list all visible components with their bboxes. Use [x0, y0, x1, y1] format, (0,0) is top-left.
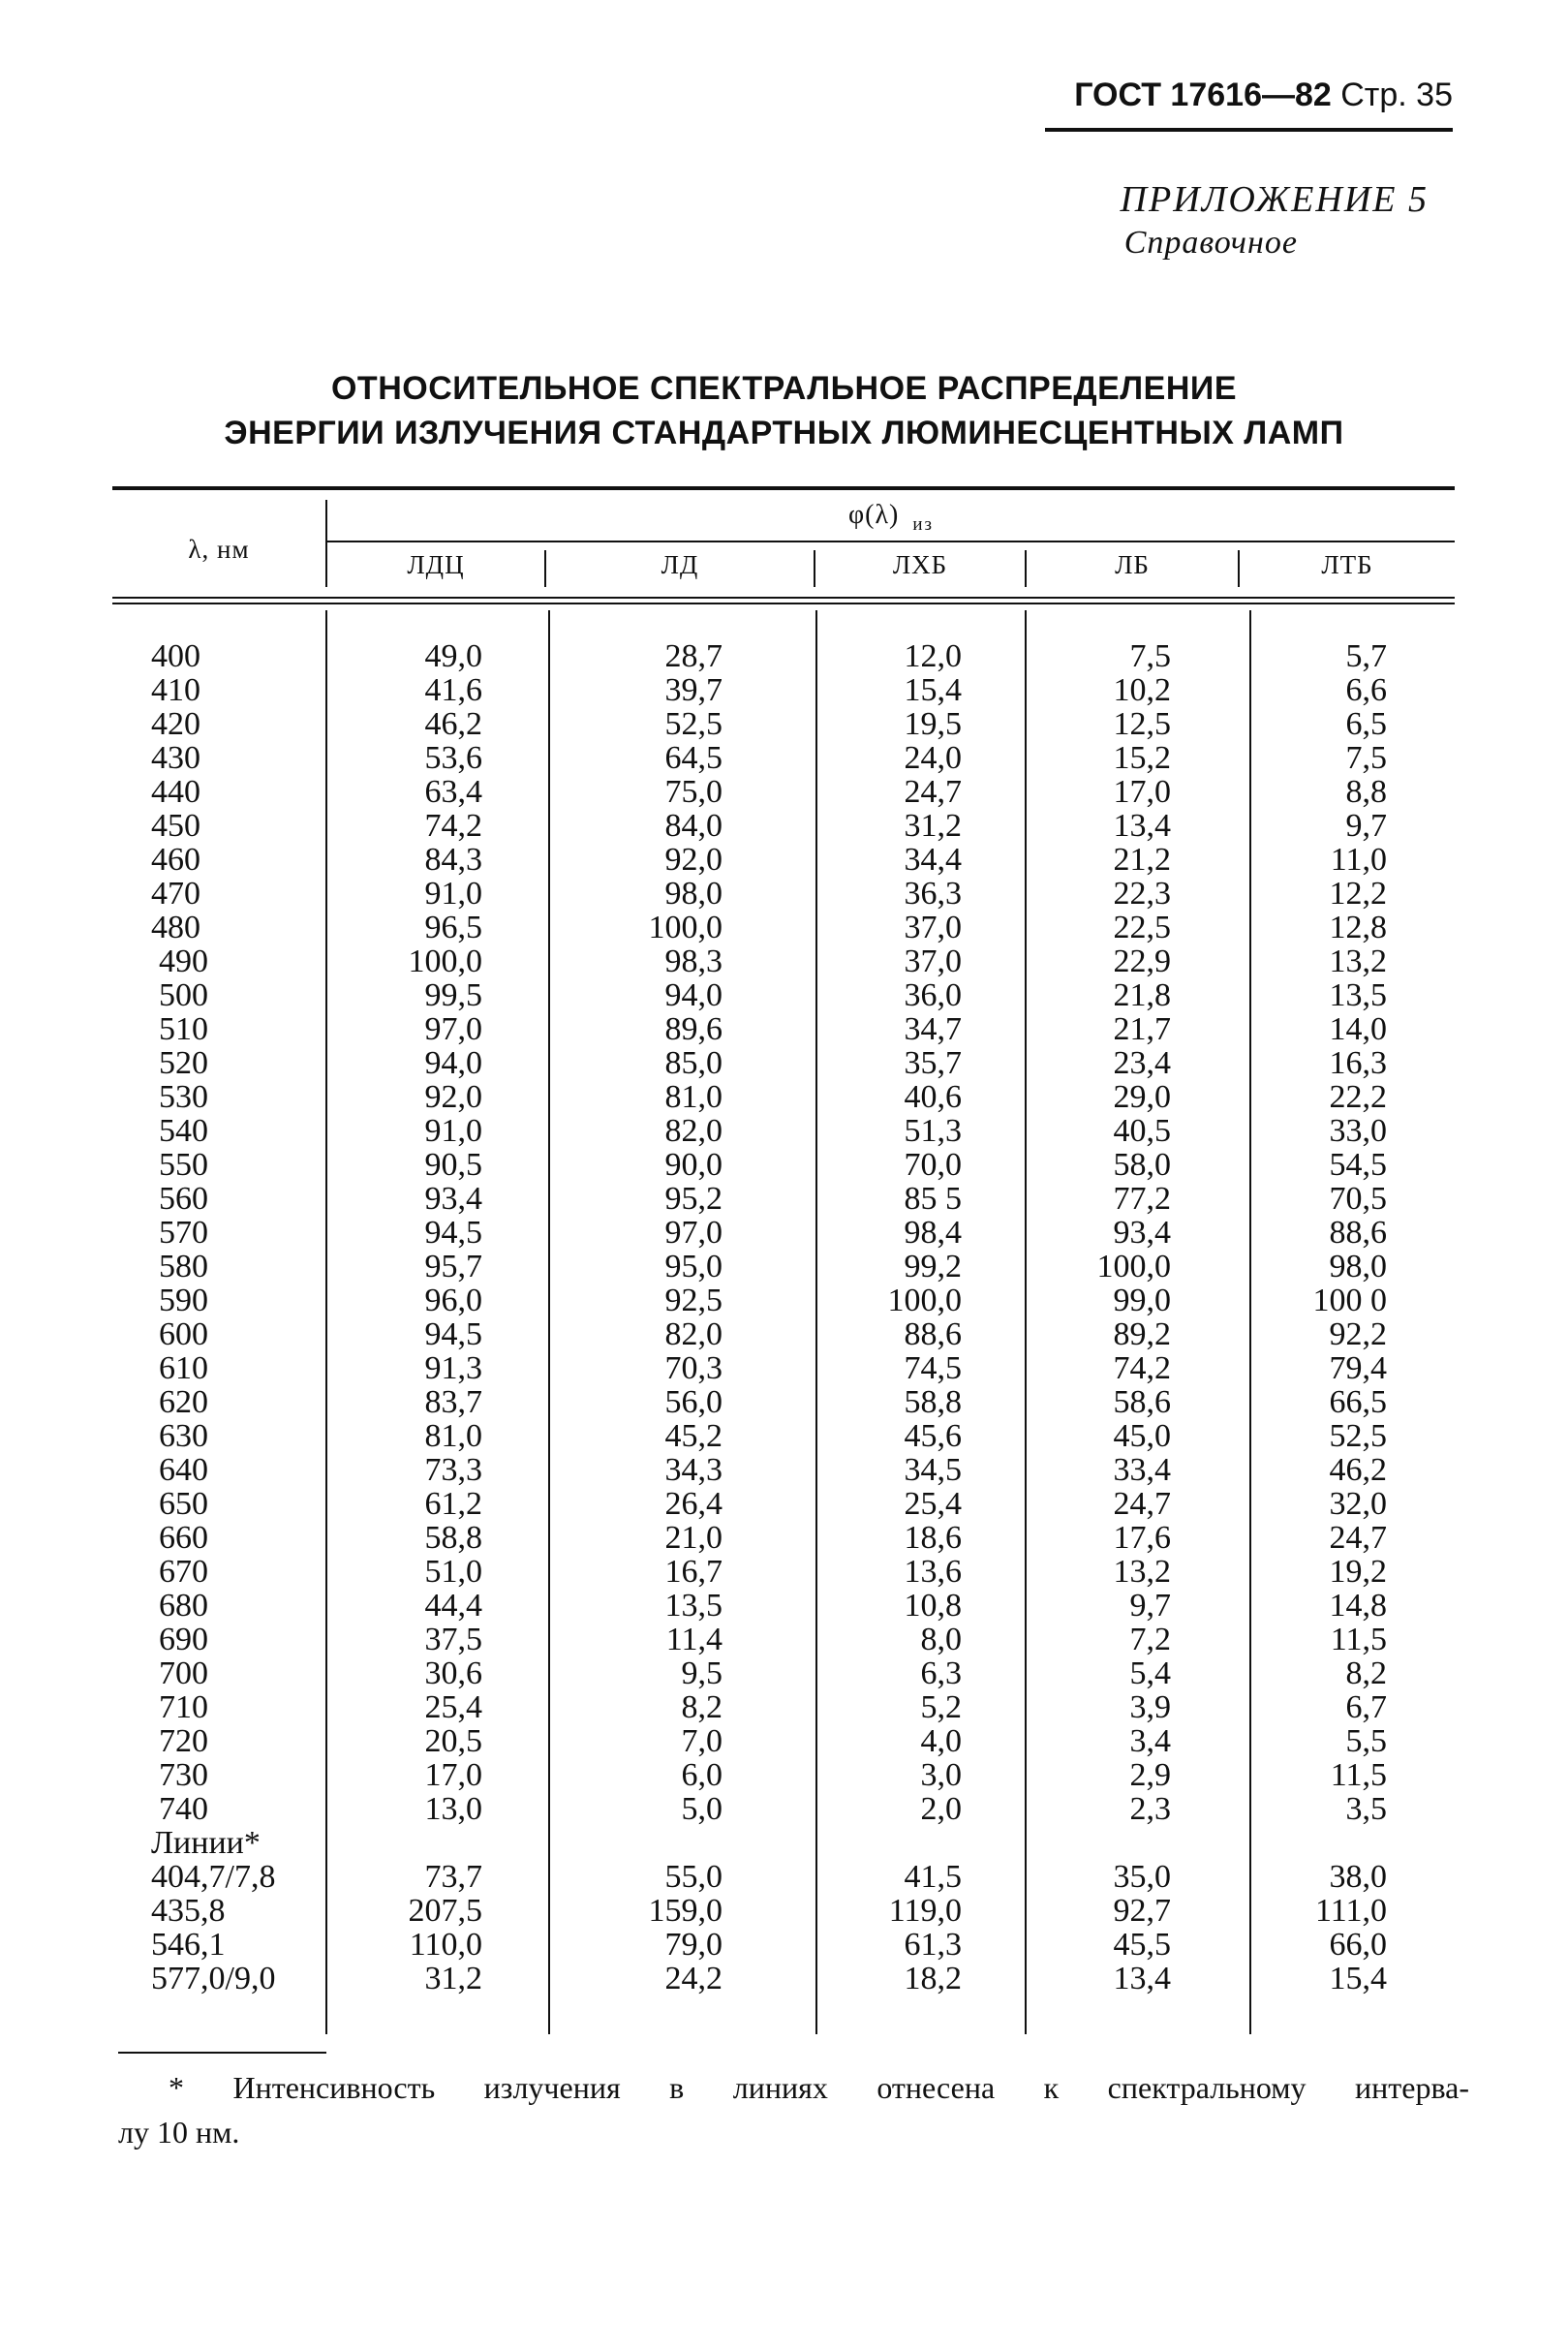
table-cell-lb: 13,2 — [1113, 1554, 1171, 1590]
table-cell-lambda: 680 — [159, 1588, 208, 1624]
table-cell-lb: 100,0 — [1096, 1249, 1171, 1284]
table-cell-ltb: 5,7 — [1345, 638, 1387, 674]
table-cell-lambda: 630 — [159, 1418, 208, 1454]
table-cell-lambda: 520 — [159, 1045, 208, 1081]
table-cell-ldc: 94,5 — [424, 1215, 482, 1251]
page-header — [968, 76, 1453, 114]
table-cell-ltb: 54,5 — [1329, 1147, 1387, 1183]
table-cell-lambda: 740 — [159, 1791, 208, 1827]
table-cell-ldc: 95,7 — [424, 1249, 482, 1284]
table-cell-ldc: 100,0 — [408, 943, 482, 979]
table-cell-ld: 56,0 — [664, 1384, 723, 1420]
table-cell-ltb: 8,2 — [1345, 1655, 1387, 1691]
table-cell-lambda: 550 — [159, 1147, 208, 1183]
table-cell-ltb: 24,7 — [1329, 1520, 1387, 1556]
column-header-ldc: ЛДЦ — [407, 550, 465, 579]
table-cell-ldc: 44,4 — [424, 1588, 482, 1624]
table-cell-ld: 82,0 — [664, 1316, 723, 1352]
table-cell-ld: 95,0 — [664, 1249, 723, 1284]
table-cell-ld: 94,0 — [664, 977, 723, 1013]
table-cell-lb: 40,5 — [1113, 1113, 1171, 1149]
table-cell-ltb: 79,4 — [1329, 1350, 1387, 1386]
table-cell-lambda: 510 — [159, 1011, 208, 1047]
table-cell-ld — [552, 1826, 723, 1860]
table-cell-ldc: 20,5 — [424, 1723, 482, 1759]
table-cell-lambda: 670 — [159, 1554, 208, 1590]
table-cell-lb: 99,0 — [1113, 1283, 1171, 1318]
table-cell-ld: 21,0 — [664, 1520, 723, 1556]
table-cell-lb: 21,8 — [1113, 977, 1171, 1013]
phi-subscript: из — [912, 514, 935, 535]
table-cell-ltb: 6,5 — [1345, 706, 1387, 742]
table-cell-lambda: 610 — [159, 1350, 208, 1386]
table-cell-ld: 39,7 — [664, 672, 723, 708]
table-cell-lambda: 404,7/7,8 — [151, 1859, 276, 1895]
table-cell-lambda: 620 — [159, 1384, 208, 1420]
table-cell-ltb: 7,5 — [1345, 740, 1387, 776]
table-cell-lhb: 61,3 — [904, 1927, 962, 1963]
table-cell-ld: 64,5 — [664, 740, 723, 776]
table-cell-ldc: 13,0 — [424, 1791, 482, 1827]
table-cell-lambda: 577,0/9,0 — [151, 1961, 276, 1996]
table-cell-ldc — [329, 1826, 482, 1860]
table-cell-lhb: 8,0 — [920, 1622, 962, 1657]
table-cell-lhb: 37,0 — [904, 910, 962, 945]
table-cell-lb: 93,4 — [1113, 1215, 1171, 1251]
table-cell-lhb: 5,2 — [920, 1689, 962, 1725]
table-cell-lhb: 10,8 — [904, 1588, 962, 1624]
table-cell-ltb: 38,0 — [1329, 1859, 1387, 1895]
table-cell-ltb: 13,2 — [1329, 943, 1387, 979]
table-cell-ld: 95,2 — [664, 1181, 723, 1217]
table-cell-lb: 35,0 — [1113, 1859, 1171, 1895]
table-cell-lhb: 6,3 — [920, 1655, 962, 1691]
table-cell-lambda: 546,1 — [151, 1927, 226, 1963]
table-cell-lb: 23,4 — [1113, 1045, 1171, 1081]
header-bottom-rule-2 — [112, 603, 1455, 604]
table-cell-ld: 75,0 — [664, 774, 723, 810]
table-cell-ldc: 83,7 — [424, 1384, 482, 1420]
table-cell-ltb: 92,2 — [1329, 1316, 1387, 1352]
table-cell-ltb: 19,2 — [1329, 1554, 1387, 1590]
table-cell-lambda: 430 — [151, 740, 200, 776]
table-cell-lhb: 35,7 — [904, 1045, 962, 1081]
table-cell-lhb: 4,0 — [920, 1723, 962, 1759]
table-cell-lhb: 58,8 — [904, 1384, 962, 1420]
table-cell-lb: 15,2 — [1113, 740, 1171, 776]
table-cell-ldc: 17,0 — [424, 1757, 482, 1793]
table-cell-ld: 97,0 — [664, 1215, 723, 1251]
table-cell-ldc: 46,2 — [424, 706, 482, 742]
table-cell-ldc: 58,8 — [424, 1520, 482, 1556]
table-cell-lhb: 74,5 — [904, 1350, 962, 1386]
table-cell-ldc: 94,5 — [424, 1316, 482, 1352]
table-cell-ltb: 46,2 — [1329, 1452, 1387, 1488]
table-cell-lhb: 31,2 — [904, 808, 962, 844]
table-cell-ltb: 11,0 — [1330, 842, 1387, 878]
table-cell-lb: 13,4 — [1113, 808, 1171, 844]
table-cell-lambda: 600 — [159, 1316, 208, 1352]
table-cell-lhb: 34,7 — [904, 1011, 962, 1047]
table-cell-lb: 3,9 — [1129, 1689, 1171, 1725]
standard-number: ГОСТ 17616—82 — [1074, 77, 1332, 113]
table-cell-ldc: 73,3 — [424, 1452, 482, 1488]
table-cell-lambda: 410 — [151, 672, 200, 708]
table-cell-ld: 92,5 — [664, 1283, 723, 1318]
table-cell-lambda: 640 — [159, 1452, 208, 1488]
table-cell-lambda: 435,8 — [151, 1893, 226, 1929]
table-cell-lb: 7,5 — [1129, 638, 1171, 674]
table-cell-ld: 55,0 — [664, 1859, 723, 1895]
table-cell-ldc: 73,7 — [424, 1859, 482, 1895]
lhb-column — [775, 639, 962, 1995]
table-cell-lb: 5,4 — [1129, 1655, 1171, 1691]
table-cell-lambda: 580 — [159, 1249, 208, 1284]
table-cell-lambda: 730 — [159, 1757, 208, 1793]
table-cell-ltb: 6,7 — [1345, 1689, 1387, 1725]
table-cell-ltb: 100 0 — [1312, 1283, 1387, 1318]
table-cell-lambda: 720 — [159, 1723, 208, 1759]
table-cell-ld: 11,4 — [665, 1622, 723, 1657]
header-divider-rule — [327, 541, 1455, 542]
table-cell-ldc: 93,4 — [424, 1181, 482, 1217]
table-cell-ld: 70,3 — [664, 1350, 723, 1386]
table-cell-ld: 28,7 — [664, 638, 723, 674]
header-bottom-rule — [112, 597, 1455, 599]
table-cell-ld: 82,0 — [664, 1113, 723, 1149]
table-cell-lb: 2,3 — [1129, 1791, 1171, 1827]
table-cell-ld: 6,0 — [681, 1757, 723, 1793]
table-cell-lb: 45,0 — [1113, 1418, 1171, 1454]
table-cell-ltb: 12,2 — [1329, 876, 1387, 912]
table-cell-ldc: 96,0 — [424, 1283, 482, 1318]
table-cell-ltb: 6,6 — [1345, 672, 1387, 708]
table-cell-ld: 98,3 — [664, 943, 723, 979]
header-rule — [1045, 128, 1453, 132]
table-cell-ldc: 91,0 — [424, 876, 482, 912]
table-cell-lhb: 51,3 — [904, 1113, 962, 1149]
table-cell-ld: 24,2 — [664, 1961, 723, 1996]
table-cell-lb: 89,2 — [1113, 1316, 1171, 1352]
table-cell-lb: 58,6 — [1113, 1384, 1171, 1420]
table-cell-lb: 58,0 — [1113, 1147, 1171, 1183]
table-cell-ltb: 70,5 — [1329, 1181, 1387, 1217]
table-cell-lb: 24,7 — [1113, 1486, 1171, 1522]
table-cell-ld: 79,0 — [664, 1927, 723, 1963]
table-cell-lhb: 119,0 — [888, 1893, 962, 1929]
table-cell-ldc: 30,6 — [424, 1655, 482, 1691]
column-header-ld: ЛД — [661, 550, 699, 579]
table-cell-lb: 17,6 — [1113, 1520, 1171, 1556]
table-cell-lb: 29,0 — [1113, 1079, 1171, 1115]
table-cell-ldc: 37,5 — [424, 1622, 482, 1657]
table-cell-lhb: 18,6 — [904, 1520, 962, 1556]
table-cell-ld: 81,0 — [664, 1079, 723, 1115]
table-cell-lhb: 12,0 — [904, 638, 962, 674]
table-cell-lb — [1027, 1826, 1171, 1860]
table-cell-lhb: 99,2 — [904, 1249, 962, 1284]
table-cell-ldc: 61,2 — [424, 1486, 482, 1522]
table-cell-lhb: 25,4 — [904, 1486, 962, 1522]
table-cell-ld: 26,4 — [664, 1486, 723, 1522]
table-cell-lambda: Линии* — [151, 1825, 261, 1861]
phi-symbol: φ(λ) — [847, 500, 900, 530]
table-cell-ldc: 207,5 — [408, 1893, 482, 1929]
table-cell-ldc: 94,0 — [424, 1045, 482, 1081]
table-cell-ltb: 14,0 — [1329, 1011, 1387, 1047]
table-cell-lb: 3,4 — [1129, 1723, 1171, 1759]
table-cell-ldc: 25,4 — [424, 1689, 482, 1725]
table-cell-ldc: 91,3 — [424, 1350, 482, 1386]
table-cell-ltb: 88,6 — [1329, 1215, 1387, 1251]
table-cell-ltb: 14,8 — [1329, 1588, 1387, 1624]
footnote — [118, 2065, 1469, 2154]
table-cell-ldc: 81,0 — [424, 1418, 482, 1454]
table-cell-ltb: 5,5 — [1345, 1723, 1387, 1759]
table-cell-ldc: 92,0 — [424, 1079, 482, 1115]
table-cell-lambda: 700 — [159, 1655, 208, 1691]
table-cell-ld: 89,6 — [664, 1011, 723, 1047]
table-cell-ld: 85,0 — [664, 1045, 723, 1081]
table-cell-lhb: 36,3 — [904, 876, 962, 912]
table-cell-lb: 13,4 — [1113, 1961, 1171, 1996]
table-cell-ltb: 11,5 — [1330, 1757, 1387, 1793]
table-cell-lhb: 98,4 — [904, 1215, 962, 1251]
table-cell-lambda: 530 — [159, 1079, 208, 1115]
table-cell-ld: 100,0 — [648, 910, 723, 945]
table-cell-ld: 7,0 — [681, 1723, 723, 1759]
table-cell-lhb: 36,0 — [904, 977, 962, 1013]
table-cell-ld: 16,7 — [664, 1554, 723, 1590]
footnote-rule — [118, 2052, 326, 2054]
table-cell-ldc: 49,0 — [424, 638, 482, 674]
ld-column — [552, 639, 723, 1995]
ldc-column — [329, 639, 482, 1995]
table-cell-lb: 21,7 — [1113, 1011, 1171, 1047]
table-cell-lambda: 480 — [151, 910, 200, 945]
phi-header — [327, 500, 1455, 535]
appendix-kind: Справочное — [1123, 225, 1298, 261]
table-cell-lhb: 88,6 — [904, 1316, 962, 1352]
table-cell-ldc: 51,0 — [424, 1554, 482, 1590]
table-cell-lb: 7,2 — [1129, 1622, 1171, 1657]
table-cell-lhb: 85 5 — [904, 1181, 962, 1217]
table-cell-ltb: 8,8 — [1345, 774, 1387, 810]
table-cell-ltb: 32,0 — [1329, 1486, 1387, 1522]
table-cell-lambda: 470 — [151, 876, 200, 912]
table-cell-lb: 92,7 — [1113, 1893, 1171, 1929]
table-cell-lambda: 690 — [159, 1622, 208, 1657]
footnote-line-1: * Интенсивность излучения в линиях отнесена к спектральному интерва- — [169, 2070, 1469, 2105]
table-cell-lb: 45,5 — [1113, 1927, 1171, 1963]
table-cell-ltb: 111,0 — [1315, 1893, 1387, 1929]
table-cell-ldc: 31,2 — [424, 1961, 482, 1996]
ltb-column — [1211, 639, 1387, 1995]
table-cell-ldc: 84,3 — [424, 842, 482, 878]
table-cell-lambda: 400 — [151, 638, 200, 674]
table-cell-lhb: 3,0 — [920, 1757, 962, 1793]
table-cell-lambda: 460 — [151, 842, 200, 878]
table-cell-ltb: 16,3 — [1329, 1045, 1387, 1081]
table-cell-ltb: 66,5 — [1329, 1384, 1387, 1420]
table-top-rule — [112, 486, 1455, 490]
lambda-column — [151, 639, 345, 1995]
table-cell-lb: 33,4 — [1113, 1452, 1171, 1488]
table-cell-lb: 22,5 — [1113, 910, 1171, 945]
table-cell-lhb: 15,4 — [904, 672, 962, 708]
column-divider-1-body — [548, 610, 550, 2034]
title-line-1: ОТНОСИТЕЛЬНОЕ СПЕКТРАЛЬНОЕ РАСПРЕДЕЛЕНИЕ — [330, 370, 1238, 407]
appendix-label: ПРИЛОЖЕНИЕ 5 — [1120, 179, 1429, 220]
table-cell-lb: 22,9 — [1113, 943, 1171, 979]
table-cell-ltb: 98,0 — [1329, 1249, 1387, 1284]
table-cell-lhb: 41,5 — [904, 1859, 962, 1895]
table-cell-ltb: 66,0 — [1329, 1927, 1387, 1963]
table-cell-lambda: 500 — [159, 977, 208, 1013]
table-cell-ltb: 22,2 — [1329, 1079, 1387, 1115]
footnote-line-2: лу 10 нм. — [118, 2115, 240, 2150]
table-cell-lb: 74,2 — [1113, 1350, 1171, 1386]
table-cell-ldc: 110,0 — [409, 1927, 482, 1963]
table-cell-ld: 90,0 — [664, 1147, 723, 1183]
table-cell-ld: 159,0 — [648, 1893, 723, 1929]
lambda-column-header: λ, нм — [188, 535, 250, 564]
table-cell-lhb: 2,0 — [920, 1791, 962, 1827]
table-cell-ldc: 74,2 — [424, 808, 482, 844]
table-cell-lhb: 37,0 — [904, 943, 962, 979]
table-cell-lambda: 570 — [159, 1215, 208, 1251]
table-cell-ld: 98,0 — [664, 876, 723, 912]
table-cell-lhb: 24,0 — [904, 740, 962, 776]
table-cell-lhb: 70,0 — [904, 1147, 962, 1183]
table-cell-lhb: 19,5 — [904, 706, 962, 742]
table-cell-ltb: 11,5 — [1330, 1622, 1387, 1657]
table-cell-lambda: 440 — [151, 774, 200, 810]
table-cell-ldc: 91,0 — [424, 1113, 482, 1149]
table-cell-ld: 92,0 — [664, 842, 723, 878]
table-cell-ltb: 52,5 — [1329, 1418, 1387, 1454]
table-cell-ltb: 12,8 — [1329, 910, 1387, 945]
table-cell-ltb: 15,4 — [1329, 1961, 1387, 1996]
table-cell-lambda: 490 — [159, 943, 208, 979]
table-cell-ltb — [1211, 1826, 1387, 1860]
table-cell-lambda: 560 — [159, 1181, 208, 1217]
table-cell-lambda: 660 — [159, 1520, 208, 1556]
column-header-ltb: ЛТБ — [1321, 550, 1373, 579]
table-cell-lb: 9,7 — [1129, 1588, 1171, 1624]
column-header-lb: ЛБ — [1115, 550, 1150, 579]
table-cell-lhb: 34,5 — [904, 1452, 962, 1488]
table-cell-lhb — [775, 1826, 962, 1860]
table-cell-lb: 22,3 — [1113, 876, 1171, 912]
table-cell-lhb: 100,0 — [887, 1283, 962, 1318]
table-cell-lb: 10,2 — [1113, 672, 1171, 708]
table-cell-lambda: 590 — [159, 1283, 208, 1318]
table-cell-lb: 21,2 — [1113, 842, 1171, 878]
table-cell-lhb: 40,6 — [904, 1079, 962, 1115]
table-cell-lambda: 540 — [159, 1113, 208, 1149]
column-header-lhb: ЛХБ — [892, 550, 948, 579]
table-cell-ltb: 3,5 — [1345, 1791, 1387, 1827]
table-cell-lambda: 450 — [151, 808, 200, 844]
table-cell-lambda: 420 — [151, 706, 200, 742]
table-cell-lhb: 34,4 — [904, 842, 962, 878]
table-cell-ldc: 90,5 — [424, 1147, 482, 1183]
page-number: Стр. 35 — [1340, 77, 1453, 113]
table-cell-ltb: 13,5 — [1329, 977, 1387, 1013]
table-cell-ldc: 53,6 — [424, 740, 482, 776]
table-cell-ld: 13,5 — [664, 1588, 723, 1624]
table-cell-ld: 34,3 — [664, 1452, 723, 1488]
table-cell-lb: 2,9 — [1129, 1757, 1171, 1793]
table-cell-lambda: 650 — [159, 1486, 208, 1522]
table-cell-ld: 52,5 — [664, 706, 723, 742]
table-cell-lhb: 45,6 — [904, 1418, 962, 1454]
table-cell-lambda: 710 — [159, 1689, 208, 1725]
table-cell-lb: 17,0 — [1113, 774, 1171, 810]
table-cell-lb: 12,5 — [1113, 706, 1171, 742]
table-cell-ld: 84,0 — [664, 808, 723, 844]
lb-column — [1027, 639, 1171, 1995]
table-cell-lhb: 18,2 — [904, 1961, 962, 1996]
table-cell-ldc: 63,4 — [424, 774, 482, 810]
table-cell-ldc: 97,0 — [424, 1011, 482, 1047]
table-cell-ld: 45,2 — [664, 1418, 723, 1454]
table-cell-ltb: 33,0 — [1329, 1113, 1387, 1149]
table-cell-lhb: 13,6 — [904, 1554, 962, 1590]
table-cell-ldc: 99,5 — [424, 977, 482, 1013]
table-cell-ld: 5,0 — [681, 1791, 723, 1827]
table-cell-ld: 8,2 — [681, 1689, 723, 1725]
title-line-2: ЭНЕРГИИ ИЗЛУЧЕНИЯ СТАНДАРТНЫХ ЛЮМИНЕСЦЕНТНЫХ ЛАМП — [224, 415, 1344, 451]
table-cell-ltb: 9,7 — [1345, 808, 1387, 844]
table-cell-lb: 77,2 — [1113, 1181, 1171, 1217]
table-cell-ldc: 41,6 — [424, 672, 482, 708]
table-cell-lhb: 24,7 — [904, 774, 962, 810]
table-cell-ld: 9,5 — [681, 1655, 723, 1691]
table-cell-ldc: 96,5 — [424, 910, 482, 945]
